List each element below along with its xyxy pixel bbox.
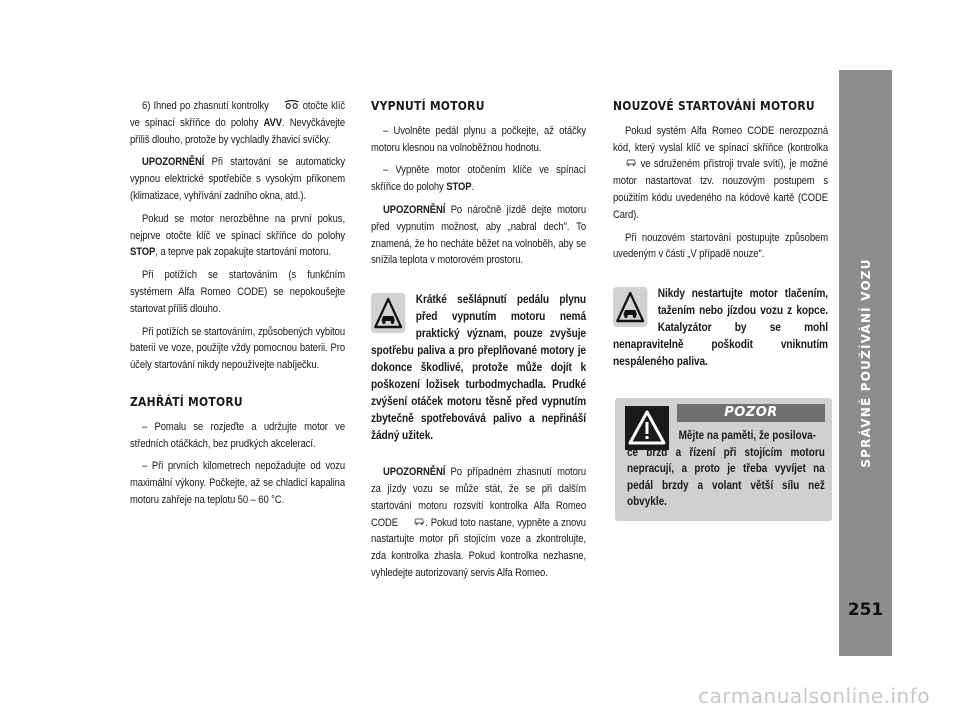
caution-note <box>371 291 586 444</box>
section-heading: ZAHŘÁTÍ MOTORU <box>130 393 243 409</box>
paragraph: Při potížích se startováním, způsobených vybitou baterií ve voze, použijte vždy pomocnou baterii. Pro účely startování nikdy nepoužívejte nabíječku. <box>130 325 345 372</box>
section-heading: NOUZOVÉ STARTOVÁNÍ MOTORU <box>613 98 815 113</box>
chapter-sidebar <box>839 70 892 656</box>
code-key-icon <box>401 515 425 532</box>
paragraph: – Vypněte motor otočením klíče ve spínací skříňce do polohy STOP. <box>371 164 586 194</box>
code-key-icon <box>613 156 637 173</box>
caution-text: Nikdy nestartujte motor tlačením, tažením nebo jízdou vozu z kopce. Katalyzátor by se mohl nenapravitelně poškodit vniknutím nespáleného paliva. <box>613 286 828 369</box>
warning-text: Mějte na paměti, že posilova- če brzd a řízení při stojícím motoru nepracují, a proto je třeba vyvíjet na pedál brzdy a volant větší sílu než obvykle. <box>627 429 825 508</box>
paragraph: – Pomalu se rozjeďte a udržujte motor ve středních otáčkách, bez prudkých akcelerací. <box>130 420 345 450</box>
column-1 <box>130 98 345 515</box>
warning-label: POZOR <box>677 404 825 422</box>
paragraph: UPOZORNĚNÍ Po náročně jízdě dejte motoru před vypnutím možnost, aby „nabral dech". To znamená, že ho necháte běžet na volnoběh, aby se snížila teplota v motorovém prostoru. <box>371 203 586 267</box>
car-warning-icon <box>371 293 405 333</box>
paragraph: Při nouzovém startování postupujte způsobem uvedeným v části „V případě nouze". <box>613 231 828 261</box>
paragraph: Pokud systém Alfa Romeo CODE nerozpozná kód, který vyslal klíč ve spínací skříňce (kontrolka ve sdruženém přístroji trvale svítí), je možné motor nastartovat tzv. nouzovým postupem s použitím kódu uvedeného na kódové kartě (CODE Card). <box>613 124 828 221</box>
caution-note <box>613 285 828 370</box>
column-2 <box>371 98 586 588</box>
page-number: 251 <box>847 600 884 620</box>
glow-plug-icon <box>272 98 300 115</box>
paragraph: – Při prvních kilometrech nepožadujte od vozu maximální výkony. Počkejte, až se chladicí kapalina motoru zahřeje na teplotu 50 – 60 °C. <box>130 460 345 506</box>
paragraph: Při potížích se startováním (s funkčním systémem Alfa Romeo CODE) se nepokoušejte startovat příliš dlouho. <box>130 269 345 315</box>
section-heading: VYPNUTÍ MOTORU <box>371 98 485 113</box>
paragraph: 6) Ihned po zhasnutí kontrolky otočte klíč ve spínací skříňce do polohy AVV. Nevyčkávejte příliš dlouho, protože by vychladly žhavicí svíčky. <box>130 100 346 146</box>
car-warning-icon <box>613 287 647 327</box>
column-3 <box>613 98 828 376</box>
paragraph: UPOZORNĚNÍ Při startování se automaticky vypnou elektrické spotřebiče s vysokým příkonem (klimatizace, vyhřívání zadního okna, atd.). <box>130 156 345 202</box>
paragraph: Pokud se motor nerozběhne na první pokus, nejprve otočte klíč ve spínací skříňce do polohy STOP, a teprve pak zopakujte startování motoru. <box>130 212 345 259</box>
watermark: carmanualsonline.info <box>698 684 930 708</box>
paragraph: – Uvolněte pedál plynu a počkejte, až otáčky motoru klesnou na volnoběžnou hodnotu. <box>371 124 586 154</box>
caution-text: Krátké sešlápnutí pedálu plynu před vypnutím motoru nemá praktický význam, pouze zvyšuje spotřebu paliva a pro přeplňované motory je dokonce škodlivé, protože může dojít k poškození ložisek turbodmychadla. Prudké zvýšení otáček motoru těsně před vypnutím zbytečně spotřebovává palivo a nepřináší žádný užitek. <box>371 292 586 443</box>
chapter-title: SPRÁVNÉ POUŽÍVÁNÍ VOZU <box>858 258 873 468</box>
paragraph: UPOZORNĚNÍ Po případném zhasnutí motoru za jízdy vozu se může stát, že se při dalším startování motoru rozsvítí kontrolka Alfa Romeo CODE . Pokud toto nastane, vypněte a znovu nastartujte motor při stojícím voze a zkontrolujte, zda kontrolka zhasla. Pokud kontrolka nezhasne, vyhledejte autorizovaný servis Alfa Romeo. <box>371 466 586 579</box>
warning-box <box>615 398 832 521</box>
